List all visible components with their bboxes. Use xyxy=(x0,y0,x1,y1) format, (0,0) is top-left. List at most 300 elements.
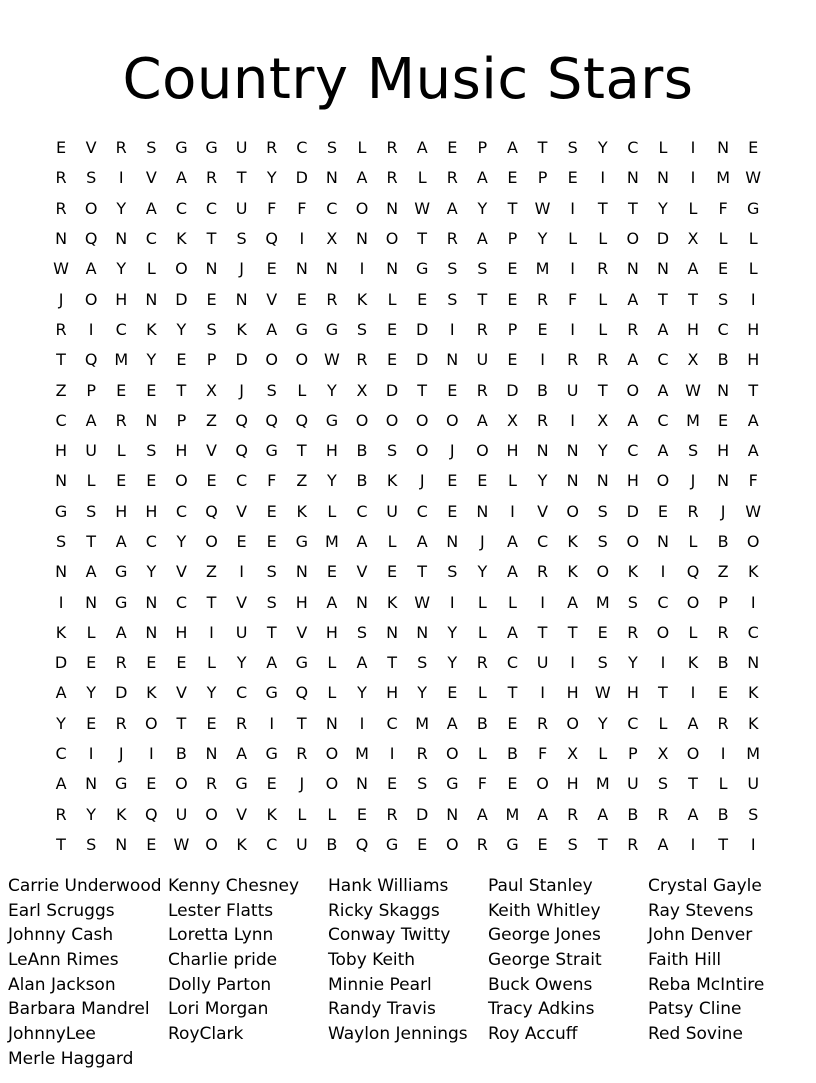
grid-letter: Y xyxy=(477,198,488,218)
grid-letter: T xyxy=(296,441,307,461)
grid-letter: R xyxy=(476,834,488,854)
grid-letter: N xyxy=(386,622,399,642)
word-list-item: Barbara Mandrel xyxy=(8,999,150,1020)
grid-letter: X xyxy=(567,744,579,764)
grid-letter: E xyxy=(266,532,277,551)
grid-letter: A xyxy=(627,289,639,309)
grid-letter: E xyxy=(537,319,548,339)
grid-letter: R xyxy=(567,350,579,370)
grid-letter: M xyxy=(355,744,369,764)
grid-letter: L xyxy=(207,653,216,673)
grid-letter: O xyxy=(626,229,640,249)
grid-letter: Y xyxy=(417,683,428,703)
grid-letter: Y xyxy=(477,562,488,582)
grid-letter: S xyxy=(417,774,428,794)
grid-letter: S xyxy=(86,834,97,854)
grid-letter: D xyxy=(295,168,308,188)
grid-letter: E xyxy=(507,259,518,279)
word-list-item: Minnie Pearl xyxy=(328,974,432,995)
grid-letter: Q xyxy=(295,683,309,703)
grid-letter: E xyxy=(146,471,157,491)
grid-letter: E xyxy=(417,289,428,309)
grid-letter: K xyxy=(356,289,368,309)
grid-letter: L xyxy=(327,683,337,703)
grid-letter: C xyxy=(747,622,759,642)
grid-letter: N xyxy=(55,471,68,491)
word-list-item: Crystal Gayle xyxy=(648,876,762,896)
grid-letter: Y xyxy=(116,198,127,218)
grid-letter: G xyxy=(265,683,278,703)
grid-letter: J xyxy=(118,744,124,764)
grid-letter: P xyxy=(206,350,217,370)
grid-letter: U xyxy=(566,380,579,400)
grid-letter: I xyxy=(720,744,726,764)
grid-letter: L xyxy=(297,804,307,824)
grid-letter: E xyxy=(507,713,518,733)
grid-letter: J xyxy=(239,259,244,279)
grid-letter: R xyxy=(597,350,609,370)
grid-letter: L xyxy=(327,653,337,673)
grid-letter: I xyxy=(359,259,365,279)
grid-letter: N xyxy=(325,713,338,733)
grid-letter: E xyxy=(387,319,398,339)
grid-letter: T xyxy=(417,562,428,582)
grid-letter: N xyxy=(235,289,248,309)
grid-letter: W xyxy=(323,350,340,370)
grid-letter: N xyxy=(145,622,158,642)
grid-letter: J xyxy=(449,441,455,461)
grid-letter: N xyxy=(356,592,368,612)
grid-letter: A xyxy=(356,532,368,551)
grid-letter: X xyxy=(687,350,699,370)
grid-letter: U xyxy=(536,653,549,673)
grid-letter: N xyxy=(356,774,368,794)
grid-letter: H xyxy=(295,592,308,612)
grid-letter: S xyxy=(657,774,668,794)
grid-letter: E xyxy=(387,562,398,582)
grid-letter: C xyxy=(236,471,248,491)
grid-letter: B xyxy=(717,350,729,370)
grid-letter: M xyxy=(505,804,520,824)
grid-letter: S xyxy=(387,441,398,461)
grid-letter: L xyxy=(688,198,698,218)
grid-letter: V xyxy=(266,289,278,309)
grid-letter: S xyxy=(447,562,458,582)
grid-letter: S xyxy=(266,592,277,612)
grid-letter: G xyxy=(54,501,68,521)
grid-letter: T xyxy=(387,653,397,673)
grid-letter: X xyxy=(657,744,669,764)
grid-letter: Y xyxy=(597,138,608,158)
grid-letter: A xyxy=(266,653,278,673)
grid-letter: S xyxy=(55,532,67,551)
grid-letter: Y xyxy=(327,471,337,491)
grid-letter: Y xyxy=(86,683,97,703)
grid-letter: T xyxy=(296,713,307,733)
word-list-item: Waylon Jennings xyxy=(328,1024,468,1045)
grid-letter: Q xyxy=(145,804,158,824)
grid-letter: T xyxy=(176,380,187,400)
grid-letter: C xyxy=(717,319,729,339)
grid-letter: T xyxy=(206,592,217,612)
grid-letter: L xyxy=(688,622,698,642)
word-list-item: Tracy Adkins xyxy=(488,999,595,1020)
grid-letter: E xyxy=(296,289,307,309)
grid-letter: D xyxy=(235,350,248,370)
grid-letter: G xyxy=(295,319,308,339)
grid-letter: W xyxy=(594,683,611,703)
grid-letter: U xyxy=(235,622,248,642)
grid-letter: V xyxy=(175,562,187,582)
grid-letter: T xyxy=(537,622,548,642)
grid-letter: L xyxy=(598,319,608,339)
grid-letter: R xyxy=(55,198,67,218)
grid-letter: A xyxy=(476,168,488,188)
grid-letter: T xyxy=(507,198,518,218)
grid-letter: C xyxy=(416,501,428,521)
grid-letter: I xyxy=(269,713,275,733)
grid-letter: R xyxy=(536,562,549,582)
grid-letter: C xyxy=(266,834,278,854)
grid-letter: L xyxy=(718,774,728,794)
grid-letter: M xyxy=(114,350,129,370)
grid-letter: K xyxy=(567,562,578,582)
grid-letter: H xyxy=(566,683,579,703)
grid-letter: A xyxy=(506,562,518,582)
grid-letter: H xyxy=(115,501,128,521)
grid-letter: U xyxy=(85,441,97,461)
grid-letter: N xyxy=(446,804,459,824)
grid-letter: N xyxy=(747,653,760,673)
grid-letter: H xyxy=(687,319,700,339)
grid-letter: D xyxy=(506,380,519,400)
grid-letter: Y xyxy=(627,653,638,673)
grid-letter: S xyxy=(567,138,578,158)
grid-letter: S xyxy=(356,622,368,642)
grid-letter: H xyxy=(717,441,730,461)
grid-letter: Q xyxy=(84,229,98,249)
grid-letter: S xyxy=(146,441,157,461)
grid-letter: A xyxy=(266,319,278,339)
grid-letter: U xyxy=(626,774,639,794)
grid-letter: N xyxy=(656,259,669,279)
grid-letter: X xyxy=(206,380,217,400)
grid-letter: K xyxy=(687,653,699,673)
grid-letter: H xyxy=(325,441,338,461)
grid-letter: K xyxy=(747,683,759,703)
grid-letter: Y xyxy=(447,653,458,673)
grid-letter: I xyxy=(690,168,696,188)
grid-letter: V xyxy=(206,441,217,461)
grid-letter: O xyxy=(656,622,670,642)
grid-letter: R xyxy=(717,622,729,642)
grid-letter: T xyxy=(567,622,578,642)
grid-letter: R xyxy=(386,804,398,824)
word-list-item: Lori Morgan xyxy=(168,999,269,1020)
grid-letter: G xyxy=(115,562,128,582)
grid-letter: L xyxy=(748,259,758,279)
grid-letter: O xyxy=(84,198,98,218)
grid-letter: V xyxy=(236,804,248,824)
grid-letter: A xyxy=(55,683,67,703)
grid-letter: A xyxy=(687,713,699,733)
grid-letter: O xyxy=(536,774,549,794)
grid-letter: A xyxy=(446,198,458,218)
grid-letter: R xyxy=(356,350,368,370)
grid-letter: N xyxy=(566,471,579,491)
grid-letter: T xyxy=(597,834,608,854)
grid-letter: T xyxy=(718,834,728,854)
grid-letter: L xyxy=(598,229,608,249)
grid-letter: I xyxy=(118,168,124,188)
grid-letter: B xyxy=(717,804,729,824)
grid-letter: J xyxy=(299,774,305,794)
grid-letter: D xyxy=(656,229,670,249)
grid-letter: L xyxy=(86,622,96,642)
grid-letter: A xyxy=(476,804,488,824)
grid-letter: K xyxy=(567,532,578,551)
grid-letter: O xyxy=(325,774,339,794)
grid-letter: D xyxy=(416,319,429,339)
grid-letter: D xyxy=(115,683,128,703)
grid-letter: I xyxy=(660,562,666,582)
grid-letter: T xyxy=(477,289,488,309)
grid-letter: Y xyxy=(658,198,668,218)
grid-letter: P xyxy=(176,410,187,430)
grid-letter: L xyxy=(748,229,758,249)
grid-letter: N xyxy=(596,471,609,491)
grid-letter: O xyxy=(295,350,309,370)
grid-letter: T xyxy=(658,289,668,309)
grid-letter: K xyxy=(146,319,157,339)
grid-letter: H xyxy=(626,471,639,491)
grid-letter: O xyxy=(175,774,188,794)
grid-letter: L xyxy=(688,532,698,551)
grid-letter: E xyxy=(417,834,428,854)
grid-letter: I xyxy=(148,744,154,764)
grid-letter: G xyxy=(325,410,339,430)
grid-letter: O xyxy=(205,804,218,824)
word-list-item: Patsy Cline xyxy=(648,999,742,1020)
grid-letter: G xyxy=(506,834,519,854)
grid-letter: K xyxy=(236,834,247,854)
grid-letter: E xyxy=(718,410,729,430)
grid-letter: K xyxy=(236,319,247,339)
grid-letter: D xyxy=(416,804,429,824)
grid-letter: D xyxy=(626,501,639,521)
grid-letter: C xyxy=(296,138,308,158)
grid-letter: A xyxy=(627,350,639,370)
grid-letter: X xyxy=(687,229,699,249)
grid-letter: O xyxy=(385,410,399,430)
grid-letter: U xyxy=(295,834,308,854)
grid-letter: M xyxy=(415,713,430,733)
grid-letter: N xyxy=(145,289,158,309)
grid-letter: T xyxy=(56,350,66,370)
grid-letter: A xyxy=(356,168,368,188)
grid-letter: E xyxy=(447,138,458,158)
grid-letter: O xyxy=(686,744,700,764)
grid-letter: C xyxy=(627,441,639,461)
grid-letter: I xyxy=(540,592,545,612)
grid-letter: I xyxy=(58,592,64,612)
grid-letter: B xyxy=(717,532,729,551)
grid-letter: A xyxy=(687,259,699,279)
grid-letter: T xyxy=(507,683,518,703)
grid-letter: Q xyxy=(355,834,369,854)
grid-letter: O xyxy=(566,501,579,521)
grid-letter: L xyxy=(477,683,487,703)
grid-letter: K xyxy=(296,501,308,521)
grid-letter: H xyxy=(626,683,639,703)
grid-letter: R xyxy=(115,138,127,158)
grid-letter: V xyxy=(85,138,97,158)
grid-letter: A xyxy=(506,622,518,642)
grid-letter: J xyxy=(690,471,696,491)
grid-letter: C xyxy=(175,198,187,218)
grid-letter: Z xyxy=(206,562,217,582)
grid-letter: L xyxy=(477,744,487,764)
grid-letter: N xyxy=(626,259,639,279)
grid-letter: M xyxy=(324,532,339,551)
grid-letter: J xyxy=(419,471,425,491)
grid-letter: L xyxy=(568,229,578,249)
grid-letter: Z xyxy=(206,410,217,430)
grid-letter: S xyxy=(477,259,488,279)
word-list-item: Merle Haggard xyxy=(8,1048,134,1069)
grid-letter: E xyxy=(55,138,67,158)
grid-letter: C xyxy=(55,410,67,430)
grid-letter: E xyxy=(597,622,608,642)
grid-letter: B xyxy=(356,441,368,461)
grid-letter: H xyxy=(55,441,68,461)
grid-letter: T xyxy=(417,229,428,249)
grid-letter: A xyxy=(356,653,368,673)
grid-letter: Y xyxy=(597,713,608,733)
grid-letter: G xyxy=(115,774,128,794)
grid-letter: N xyxy=(386,259,399,279)
grid-letter: L xyxy=(357,138,367,158)
grid-letter: Y xyxy=(327,380,337,400)
grid-letter: Y xyxy=(597,441,608,461)
grid-letter: Y xyxy=(116,259,127,279)
grid-letter: E xyxy=(146,380,157,400)
grid-letter: N xyxy=(205,744,218,764)
grid-letter: A xyxy=(657,319,669,339)
grid-letter: O xyxy=(415,410,429,430)
grid-letter: I xyxy=(750,592,756,612)
grid-letter: A xyxy=(747,441,759,461)
grid-letter: A xyxy=(537,804,549,824)
word-list-item: Johnny Cash xyxy=(8,925,114,946)
grid-letter: M xyxy=(686,410,700,430)
grid-letter: C xyxy=(356,501,368,521)
grid-letter: I xyxy=(299,229,305,249)
grid-letter: C xyxy=(657,350,669,370)
grid-letter: A xyxy=(85,562,97,582)
grid-letter: I xyxy=(389,744,395,764)
grid-letter: I xyxy=(449,592,455,612)
grid-letter: C xyxy=(236,683,248,703)
grid-letter: W xyxy=(745,501,762,521)
grid-letter: T xyxy=(206,229,217,249)
grid-letter: N xyxy=(446,532,459,551)
grid-letter: N xyxy=(626,168,639,188)
word-list-item: Ricky Skaggs xyxy=(328,900,440,921)
grid-letter: S xyxy=(447,289,458,309)
grid-letter: E xyxy=(86,713,97,733)
grid-letter: G xyxy=(265,441,278,461)
grid-letter: O xyxy=(355,410,369,430)
grid-letter: W xyxy=(745,168,762,188)
grid-letter: C xyxy=(536,532,549,551)
grid-letter: Z xyxy=(717,562,729,582)
grid-letter: E xyxy=(86,653,97,673)
grid-letter: Y xyxy=(206,683,217,703)
grid-letter: R xyxy=(386,168,398,188)
grid-letter: K xyxy=(747,713,759,733)
grid-letter: S xyxy=(718,289,729,309)
grid-letter: T xyxy=(236,168,247,188)
grid-letter: Y xyxy=(537,471,548,491)
grid-letter: E xyxy=(356,804,368,824)
grid-letter: L xyxy=(146,259,156,279)
grid-letter: H xyxy=(325,622,338,642)
grid-letter: U xyxy=(476,350,489,370)
grid-letter: P xyxy=(86,380,96,400)
grid-letter: E xyxy=(116,380,127,400)
grid-letter: N xyxy=(566,441,579,461)
grid-letter: H xyxy=(747,350,760,370)
grid-letter: E xyxy=(206,713,217,733)
grid-letter: O xyxy=(596,562,610,582)
grid-letter: T xyxy=(86,532,97,551)
word-list-item: John Denver xyxy=(648,925,753,946)
grid-letter: A xyxy=(506,138,518,158)
grid-letter: N xyxy=(356,229,368,249)
grid-letter: E xyxy=(447,683,458,703)
grid-letter: Q xyxy=(295,410,309,430)
grid-letter: W xyxy=(53,259,69,279)
grid-letter: F xyxy=(297,198,307,218)
word-list-item: Alan Jackson xyxy=(8,974,116,995)
grid-letter: V xyxy=(145,168,157,188)
grid-letter: E xyxy=(507,168,518,188)
grid-letter: H xyxy=(747,319,760,339)
grid-letter: K xyxy=(386,592,398,612)
grid-letter: E xyxy=(387,350,398,370)
grid-letter: I xyxy=(510,501,515,521)
grid-letter: C xyxy=(326,198,338,218)
grid-letter: L xyxy=(86,471,96,491)
grid-letter: O xyxy=(656,471,670,491)
grid-letter: R xyxy=(115,410,127,430)
word-list-item: Keith Whitley xyxy=(488,900,601,921)
grid-letter: S xyxy=(597,532,608,551)
grid-letter: E xyxy=(447,471,458,491)
grid-letter: K xyxy=(386,471,398,491)
grid-letter: Q xyxy=(235,410,248,430)
grid-letter: B xyxy=(506,744,518,764)
grid-letter: R xyxy=(476,653,488,673)
grid-letter: E xyxy=(206,289,217,309)
grid-letter: B xyxy=(356,471,368,491)
grid-letter: R xyxy=(627,834,639,854)
grid-letter: A xyxy=(326,592,338,612)
grid-letter: N xyxy=(85,592,98,612)
grid-letter: E xyxy=(176,350,187,370)
grid-letter: R xyxy=(567,804,579,824)
